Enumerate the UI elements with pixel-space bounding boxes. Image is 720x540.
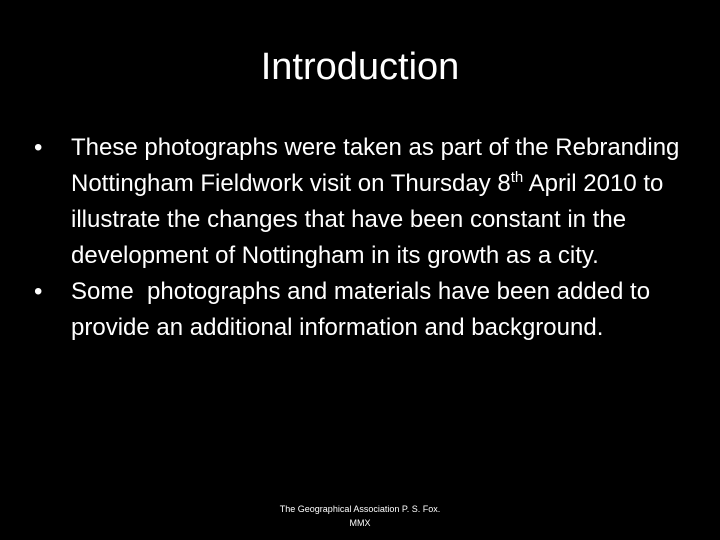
bullet-text-part: These photographs were taken as part of the Rebranding Nottingham Fieldwork visit on Thursday 8 — [71, 134, 680, 197]
bullet-marker: • — [34, 278, 43, 305]
bullet-marker: • — [34, 134, 43, 161]
footer — [255, 502, 465, 530]
ordinal-suffix: th — [510, 169, 524, 186]
bullet-text-part: April 2010 to illustrate the changes that have been constant in the development of Nottingham in its growth as a city. — [71, 170, 664, 269]
bullet-text — [71, 134, 679, 269]
bullet-item — [34, 130, 684, 274]
footer-year: MMX — [349, 518, 371, 528]
bullet-text: Some photographs and materials have been added to provide an additional information and background. — [71, 278, 657, 341]
bullet-item — [34, 274, 684, 346]
footer-credit: The Geographical Association P. S. Fox. — [279, 504, 441, 514]
bullet-list — [34, 130, 684, 346]
slide-title: Introduction — [260, 46, 460, 88]
